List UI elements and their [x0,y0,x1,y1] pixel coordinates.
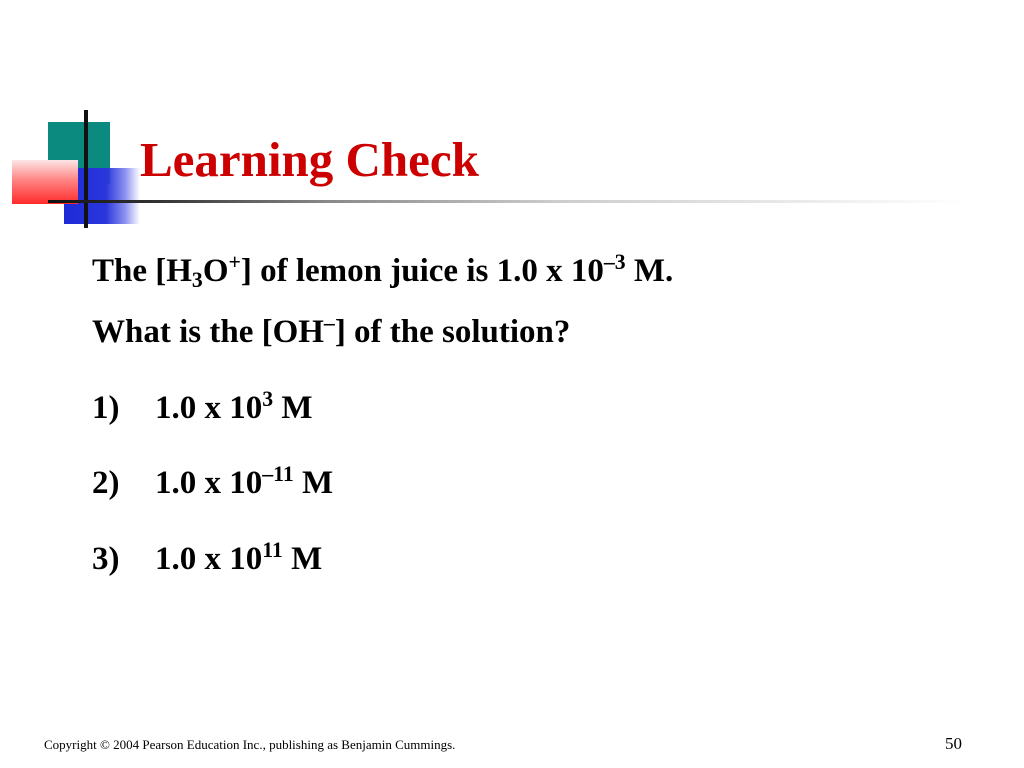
slide-number: 50 [945,734,962,753]
red-square-decoration [12,160,78,204]
superscript: – [323,311,335,336]
exponent: 11 [262,538,283,563]
exponent: –3 [603,250,626,275]
copyright-notice: Copyright © 2004 Pearson Education Inc., publishing as Benjamin Cummings. [44,737,456,752]
option-unit: M [273,390,313,426]
question-line-1 [92,251,673,291]
question-text: What is the [OH [92,314,324,350]
option-value: 1.0 x 10 [155,541,263,577]
answer-option-2 [92,463,333,503]
option-number: 3) [92,541,120,577]
question-text: The [H [92,253,192,289]
option-value: 1.0 x 10 [155,390,263,426]
option-value: 1.0 x 10 [155,465,263,501]
title-underline-decoration [48,200,968,203]
vertical-line-decoration [84,110,88,228]
subscript: 3 [191,268,203,293]
superscript: + [228,250,241,275]
option-unit: M [282,541,323,577]
question-text: O [202,253,229,289]
question-text: ] of the solution? [334,314,571,350]
exponent: 3 [262,387,274,412]
option-number: 2) [92,465,120,501]
option-number: 1) [92,390,120,426]
answer-option-1 [92,388,313,428]
question-text: ] of lemon juice is 1.0 x 10 [240,253,604,289]
slide-title: Learning Check [140,132,479,187]
answer-option-3 [92,539,322,579]
option-unit: M [293,465,334,501]
question-line-2 [92,312,570,352]
question-text: M. [625,253,674,289]
exponent: –11 [262,462,294,487]
